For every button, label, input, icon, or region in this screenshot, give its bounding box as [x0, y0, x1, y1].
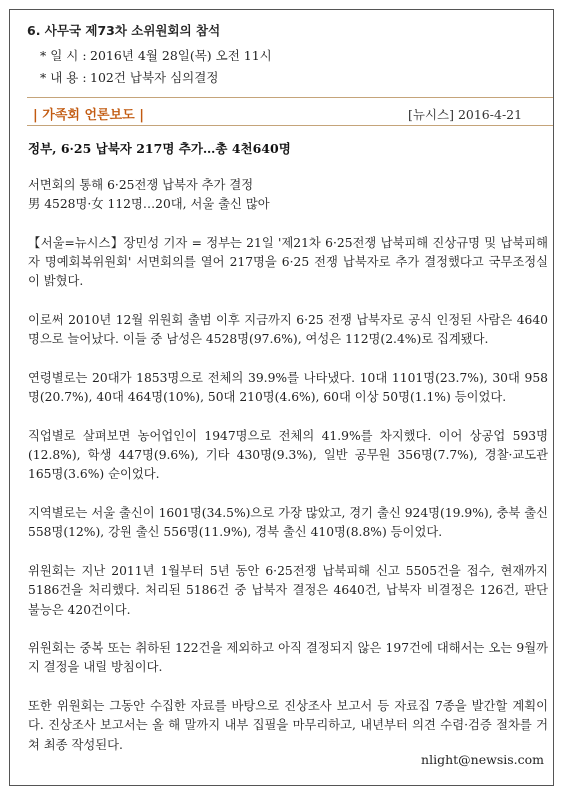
article-body — [28, 176, 548, 774]
article-paragraph-2: 이로써 2010년 12월 위원회 출범 이후 지금까지 6·25 전쟁 납북자로 공식 인정된 사람은 4640명으로 늘어났다. 이들 중 남성은 4528명(97.6%), 여성은 112명(2.4%)로 집계됐다. — [28, 313, 548, 347]
meeting-content-line — [40, 68, 218, 86]
article-paragraph-8: 또한 위원회는 그동안 수집한 자료를 바탕으로 진상조사 보고서 등 자료집 7종을 발간할 계획이다. 진상조사 보고서는 올 해 말까지 내부 집필을 마무리하고, 내년부터 의견 수렴·검증 절차를 거쳐 최종 작성된다. — [28, 699, 548, 752]
press-bar-top-rule — [27, 97, 553, 98]
press-source-date: [뉴시스] 2016-4-21 — [408, 107, 523, 122]
article-paragraph-1: 【서울=뉴시스】장민성 기자 = 정부는 21일 '제21차 6·25전쟁 납북피해 진상규명 및 납북피해자 명예회복위원회' 서면회의를 열어 217명을 6·25 전쟁 납북자로 추가 결정했다고 국무조정실이 밝혔다. — [28, 235, 548, 289]
press-bar-bottom-rule — [27, 125, 553, 126]
content-value: 102건 납북자 심의결정 — [90, 70, 219, 85]
content-key: * 내 용 : — [40, 70, 87, 85]
subtitle-line-2: 男 4528명·女 112명…20대, 서울 출신 많아 — [28, 197, 270, 212]
article-paragraph-3: 연령별로는 20대가 1853명으로 전체의 39.9%를 나타냈다. 10대 1101명(23.7%), 30대 958명(20.7%), 40대 464명(10%), 50대 210명(4.6%), 60대 이상 50명(1.1%) 등이었다. — [28, 370, 548, 405]
date-key: * 일 시 : — [40, 48, 87, 63]
article-paragraph-5: 지역별로는 서울 출신이 1601명(34.5%)으로 가장 많았고, 경기 출신 924명(19.9%), 충북 출신 558명(12%), 강원 출신 556명(11.9%), 경북 출신 410명(8.8%) 등이었다. — [28, 506, 548, 540]
subtitle-line-1: 서면회의 통해 6·25전쟁 납북자 추가 결정 — [28, 178, 254, 192]
article-paragraph-7: 위원회는 중복 또는 취하된 122건을 제외하고 아직 결정되지 않은 197건에 대해서는 오는 9월까지 결정을 내릴 방침이다. — [28, 641, 548, 675]
meeting-date-line — [40, 46, 272, 64]
section-title: 6. 사무국 제73차 소위원회의 참석 — [27, 23, 221, 38]
article-paragraph-4: 직업별로 살펴보면 농어업인이 1947명으로 전체의 41.9%를 차지했다. 이어 상공업 593명(12.8%), 학생 447명(9.6%), 기타 430명(9.3%), 일반 공무원 356명(7.7%), 경찰·교도관 165명(3.6%) 순이었다. — [28, 428, 548, 482]
article-paragraph-6: 위원회는 지난 2011년 1월부터 5년 동안 6·25전쟁 납북피해 신고 5505건을 접수, 현재까지 5186건을 처리했다. 처리된 5186건 중 납북자 결정은 4640건, 납북자 비결정은 126건, 판단 불능은 420건이다. — [28, 563, 548, 617]
press-section-title: | 가족회 언론보도 | — [33, 108, 144, 123]
reporter-email: nlight@newsis.com — [421, 752, 544, 767]
article-headline: 정부, 6·25 납북자 217명 추가…총 4천640명 — [28, 141, 291, 156]
date-value: 2016년 4월 28일(목) 오전 11시 — [90, 48, 272, 63]
article-subtitle — [28, 176, 548, 215]
